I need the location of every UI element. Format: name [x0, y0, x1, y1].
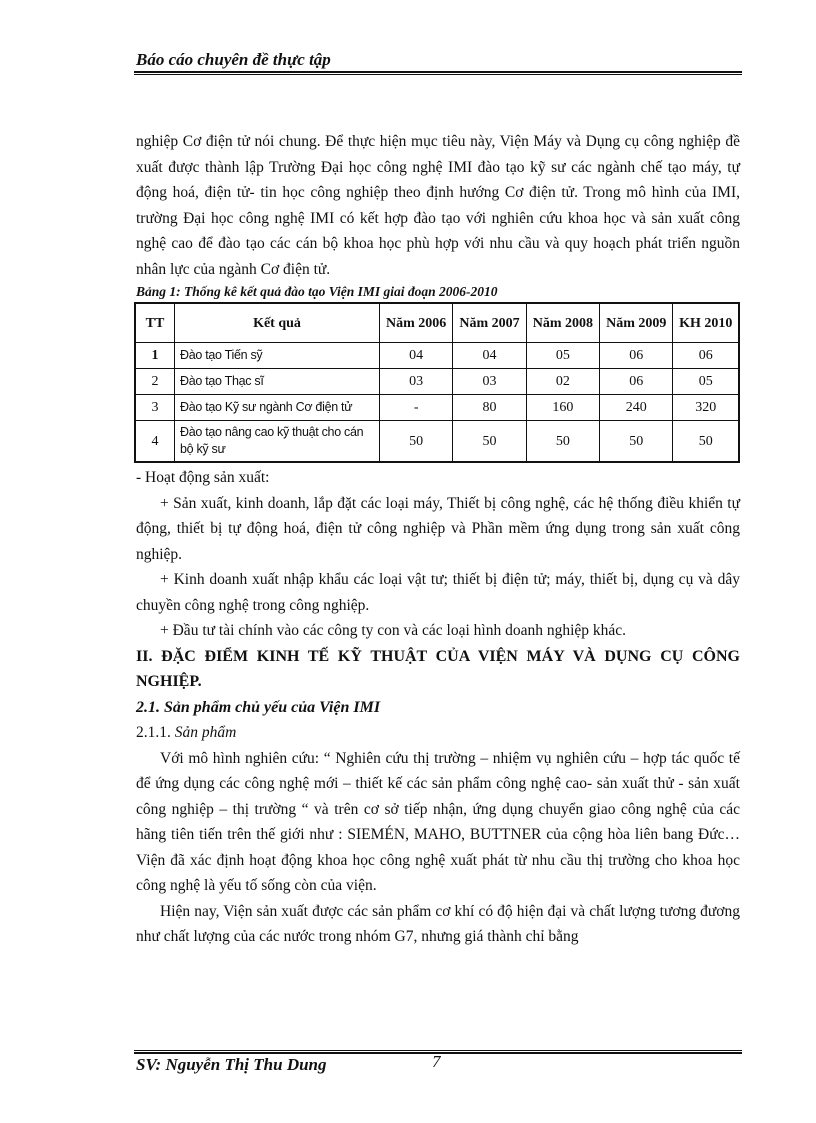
row-value: 50 [380, 421, 453, 463]
header-cell-2009: Năm 2009 [600, 303, 673, 343]
row-index: 3 [135, 395, 175, 421]
production-item-2: + Kinh doanh xuất nhập khẩu các loại vật tư; thiết bị điện tử; máy, thiết bị, dụng cụ và dây chuyền công nghệ trong công nghiệp. [136, 571, 740, 614]
row-value: 50 [526, 421, 599, 463]
production-item-1: + Sản xuất, kinh doanh, lắp đặt các loại máy, Thiết bị công nghệ, các hệ thống điều khiển tự động, thiết bị tự động hoá, điện tử công nghiệp và Phần mềm ứng dụng trong sản xuất công nghiệp. [136, 494, 740, 563]
row-value: 02 [526, 369, 599, 395]
section-heading: II. ĐẶC ĐIỂM KINH TẾ KỸ THUẬT CỦA VIỆN MÁY VÀ DỤNG CỤ CÔNG NGHIỆP. [136, 647, 740, 690]
row-index: 4 [135, 421, 175, 463]
row-index: 2 [135, 369, 175, 395]
row-value: 50 [673, 421, 739, 463]
products-paragraph-1: Với mô hình nghiên cứu: “ Nghiên cứu thị trường – nhiệm vụ nghiên cứu – hợp tác quốc tế để ứng dụng các công nghệ mới – thiết kế các sản phẩm công nghệ cao- sản xuất thử - sản xuất công nghiệp – thị trường “ và trên cơ sở tiếp nhận, ứng dụng chuyển giao công nghệ của các hãng tiên tiến trên thế giới như : SIEMÉN, MAHO, BUTTNER của cộng hòa liên bang Đức…Viện đã xác định hoạt động khoa học công nghệ xuất phát từ nhu cầu thị trường cho khoa học công nghệ là yếu tố sống còn của viện. [136, 749, 740, 894]
row-value: - [380, 395, 453, 421]
intro-paragraph: nghiệp Cơ điện tử nói chung. Để thực hiện mục tiêu này, Viện Máy và Dụng cụ công nghiệp đề xuất được thành lập Trường Đại học công nghệ IMI đào tạo kỹ sư các ngành chế tạo máy, tự động hoá, điện tử- tin học công nghiệp theo định hướng Cơ điện tử. Trong mô hình của IMI, trường Đại học công nghệ IMI có kết hợp đào tạo với nghiên cứu khoa học và sản xuất công nghệ cao để đào tạo các cán bộ khoa học phù hợp với nhu cầu và quy hoạch phát triển nguồn nhân lực của ngành Cơ điện tử. [136, 133, 740, 278]
products-paragraph-2: Hiện nay, Viện sản xuất được các sản phẩm cơ khí có độ hiện đại và chất lượng tương đương như chất lượng của các nước trong nhóm G7, nhưng giá thành chỉ bằng [136, 902, 740, 945]
table-row [135, 369, 739, 395]
page-header-title: Báo cáo chuyên đề thực tập [136, 50, 331, 69]
table-row [135, 395, 739, 421]
header-cell-2010: KH 2010 [673, 303, 739, 343]
header-cell-tt: TT [135, 303, 175, 343]
row-index: 1 [135, 343, 175, 369]
header-cell-result: Kết quả [175, 303, 380, 343]
row-value: 160 [526, 395, 599, 421]
production-item-3: + Đầu tư tài chính vào các công ty con và các loại hình doanh nghiệp khác. [160, 622, 627, 639]
header-cell-2006: Năm 2006 [380, 303, 453, 343]
row-value: 03 [380, 369, 453, 395]
table-row [135, 421, 739, 463]
sub-subsection-heading [136, 720, 740, 746]
header-cell-2007: Năm 2007 [453, 303, 526, 343]
row-value: 80 [453, 395, 526, 421]
row-value: 06 [600, 343, 673, 369]
subsection-heading: 2.1. Sản phẩm chủ yếu của Viện IMI [136, 698, 381, 716]
row-result: Đào tạo Tiến sỹ [175, 343, 380, 369]
row-value: 05 [526, 343, 599, 369]
row-value: 03 [453, 369, 526, 395]
table-caption: Bảng 1: Thống kê kết quả đào tạo Viện IMI giai đoạn 2006-2010 [136, 284, 498, 299]
row-result: Đào tạo nâng cao kỹ thuật cho cán bộ kỹ sư [175, 421, 380, 463]
page-number: 7 [432, 1052, 441, 1071]
table-row [135, 343, 739, 369]
footer-student-name: SV: Nguyễn Thị Thu Dung [136, 1055, 327, 1074]
row-value: 06 [600, 369, 673, 395]
row-value: 50 [453, 421, 526, 463]
row-result: Đào tạo Thạc sĩ [175, 369, 380, 395]
row-value: 06 [673, 343, 739, 369]
header-divider [134, 71, 742, 75]
row-value: 320 [673, 395, 739, 421]
row-value: 04 [380, 343, 453, 369]
sub-subsection-number: 2.1.1. [136, 724, 171, 741]
header-cell-2008: Năm 2008 [526, 303, 599, 343]
production-heading: - Hoạt động sản xuất: [136, 469, 270, 486]
page-body [136, 129, 740, 950]
row-result: Đào tạo Kỹ sư ngành Cơ điện tử [175, 395, 380, 421]
row-value: 04 [453, 343, 526, 369]
row-value: 05 [673, 369, 739, 395]
training-results-table [134, 302, 740, 463]
row-value: 240 [600, 395, 673, 421]
row-value: 50 [600, 421, 673, 463]
sub-subsection-title: Sản phẩm [174, 724, 237, 741]
table-header-row [135, 303, 739, 343]
